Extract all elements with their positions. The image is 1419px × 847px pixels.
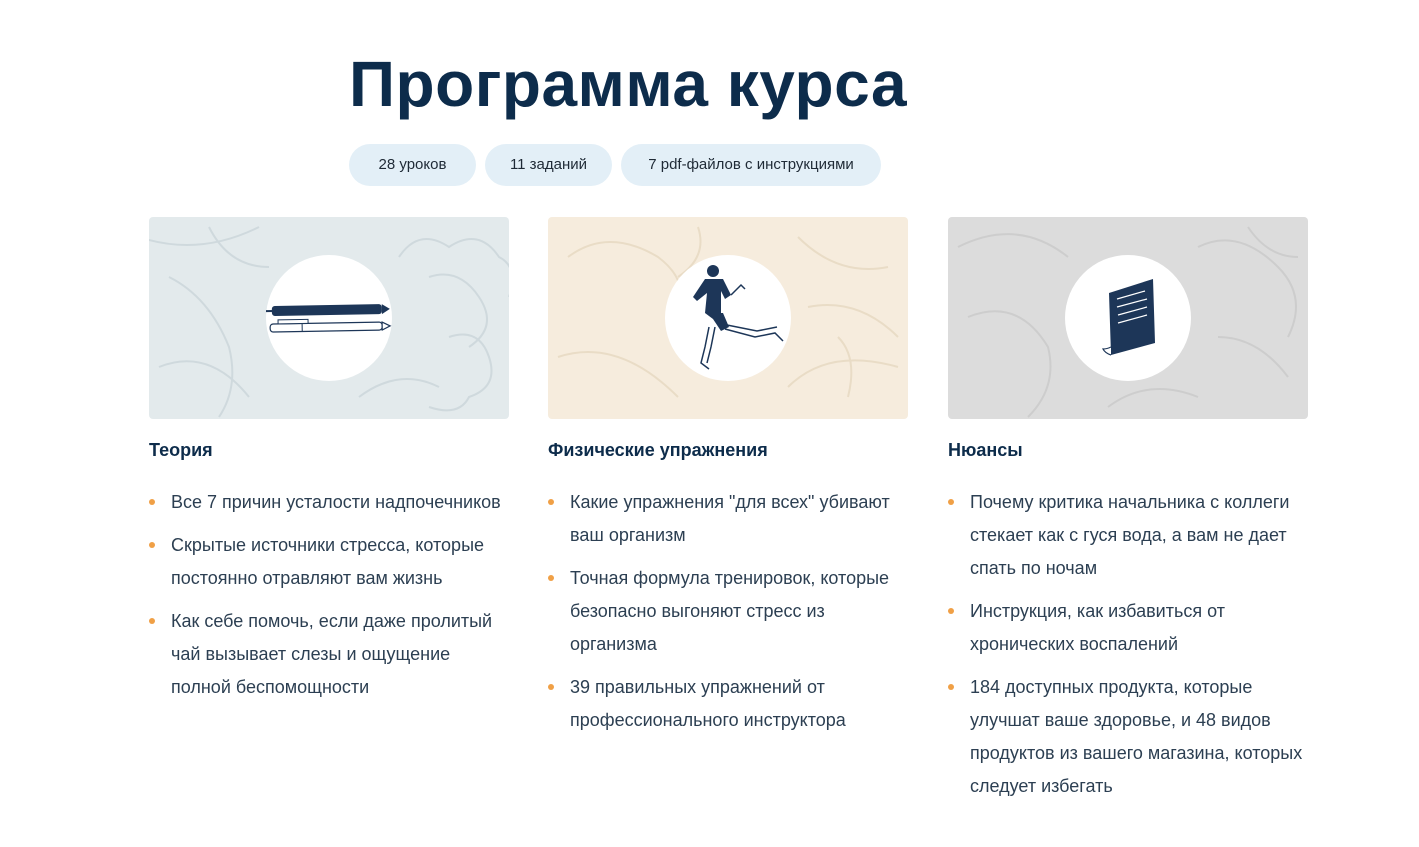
bullet-icon [548, 684, 554, 690]
page-title: Программа курса [349, 48, 908, 120]
card-title: Теория [149, 440, 213, 460]
list-item-text: Все 7 причин усталости надпочечников [171, 492, 501, 512]
bullet-icon [149, 499, 155, 505]
list-item-text: Какие упражнения "для всех" убивают ваш организм [570, 492, 890, 545]
bullet-icon [149, 618, 155, 624]
list-item-text: Инструкция, как избавиться от хронических воспалений [970, 601, 1225, 654]
card-title: Физические упражнения [548, 440, 768, 460]
card-points-list [149, 486, 514, 714]
course-stats [349, 144, 881, 186]
exercises-icon-circle [665, 255, 791, 381]
card-points-list [948, 486, 1313, 813]
bullet-icon [548, 575, 554, 581]
list-item [948, 595, 1313, 661]
list-item [149, 486, 514, 519]
bullet-icon [948, 608, 954, 614]
list-item-text: Скрытые источники стресса, которые постоянно отравляют вам жизнь [171, 535, 485, 588]
card-theory [149, 217, 509, 697]
exercises-banner [548, 217, 908, 419]
list-item-text: 184 доступных продукта, которые улучшат ваше здоровье, и 48 видов продуктов из вашего магазина, которых следует избегать [970, 677, 1303, 796]
card-points-list [548, 486, 913, 747]
stat-tasks-badge: 11 заданий [485, 144, 612, 186]
card-exercises [548, 217, 908, 730]
list-item-text: Почему критика начальника с коллеги стекает как с гуся вода, а вам не дает спать по ночам [970, 492, 1290, 578]
list-item [548, 671, 913, 737]
list-item-text: 39 правильных упражнений от профессионального инструктора [570, 677, 846, 730]
list-item-text: Как себе помочь, если даже пролитый чай вызывает слезы и ощущение полной беспомощности [171, 611, 493, 697]
list-item-text: Точная формула тренировок, которые безопасно выгоняют стресс из организма [570, 568, 890, 654]
list-item [548, 562, 913, 661]
bullet-icon [548, 499, 554, 505]
theory-icon-circle [266, 255, 392, 381]
nuances-banner [948, 217, 1308, 419]
document-icon [1065, 255, 1191, 381]
list-item [149, 605, 514, 704]
list-item [548, 486, 913, 552]
bullet-icon [149, 542, 155, 548]
list-item [149, 529, 514, 595]
bullet-icon [948, 684, 954, 690]
list-item [948, 486, 1313, 585]
list-item [948, 671, 1313, 803]
card-title: Нюансы [948, 440, 1023, 460]
stat-pdf-badge: 7 pdf-файлов с инструкциями [621, 144, 881, 186]
runner-icon [665, 255, 791, 381]
nuances-icon-circle [1065, 255, 1191, 381]
bullet-icon [948, 499, 954, 505]
card-nuances [948, 217, 1308, 796]
theory-banner [149, 217, 509, 419]
stat-lessons-badge: 28 уроков [349, 144, 476, 186]
pen-icon [266, 255, 392, 381]
